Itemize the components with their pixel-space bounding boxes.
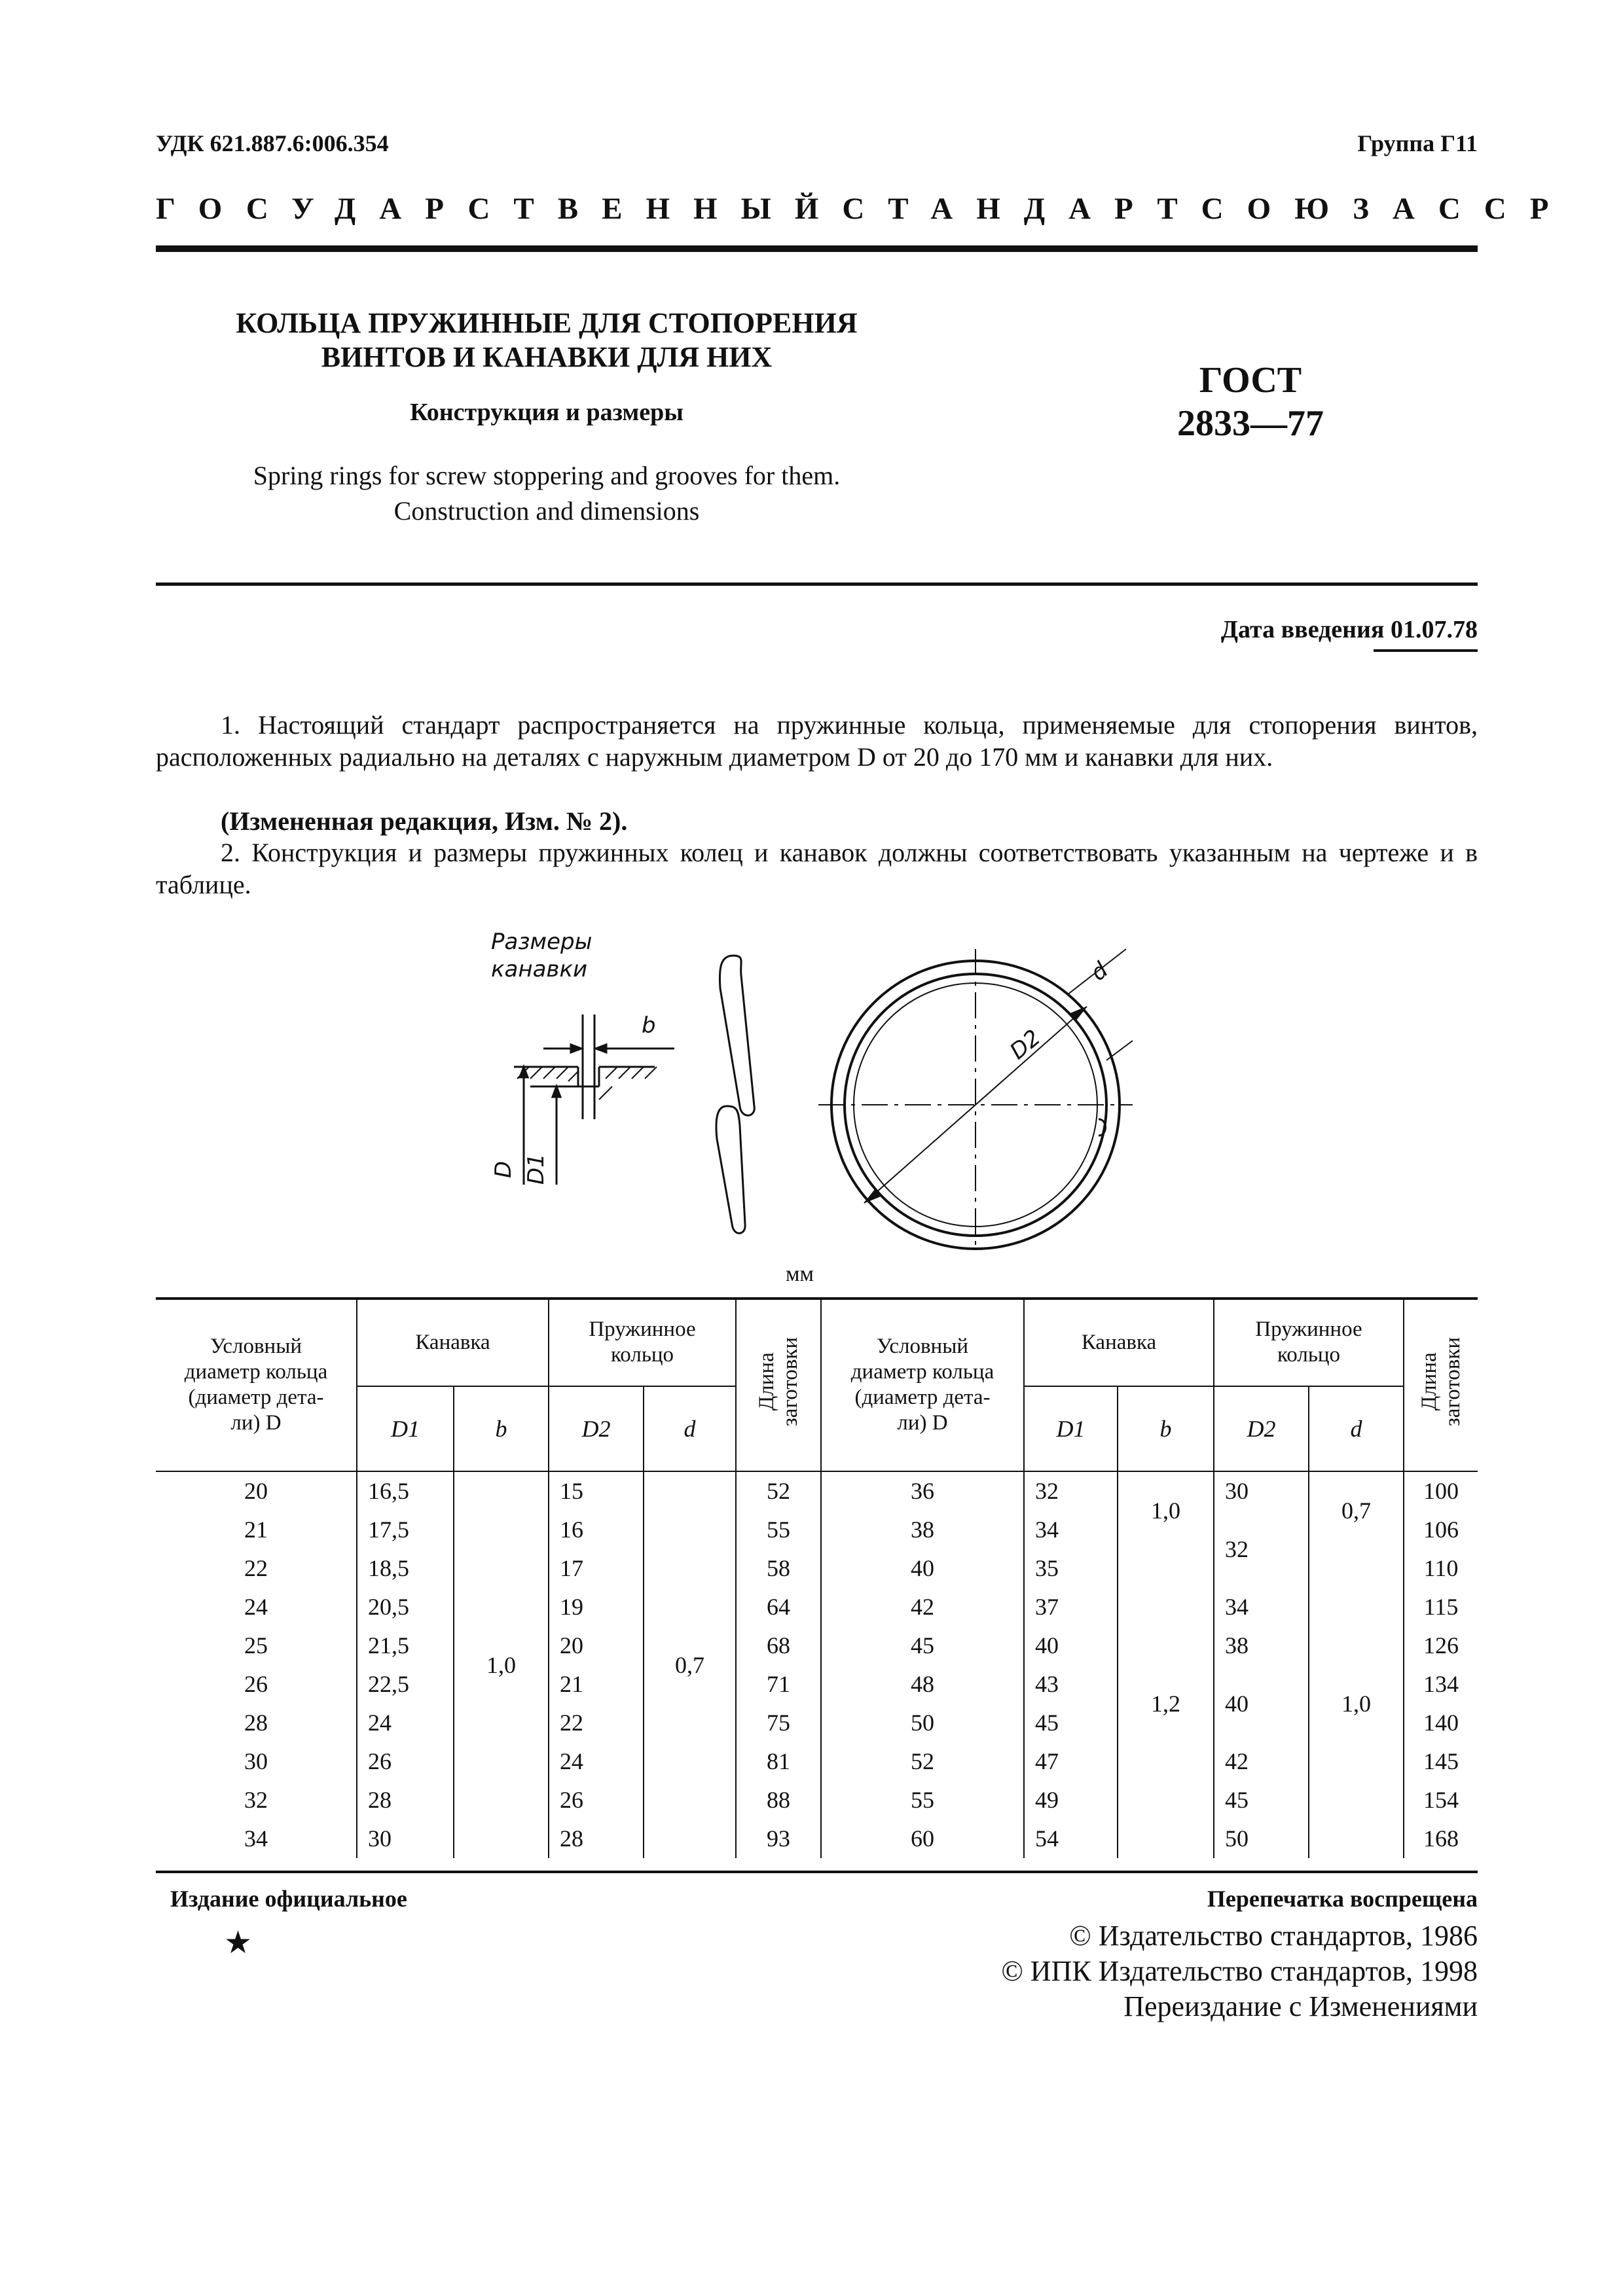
header-d: d — [1309, 1386, 1404, 1471]
table-cell-merged: 0,7 — [644, 1471, 736, 1858]
table-cell-merged: 0,7 — [1309, 1471, 1404, 1549]
paragraph-2 — [156, 836, 1478, 901]
table-cell: 48 — [821, 1665, 1024, 1704]
header-D1: D1 — [357, 1386, 454, 1471]
table-cell: 140 — [1404, 1704, 1478, 1742]
document-title — [164, 306, 930, 374]
groove-label: Размеры — [491, 929, 593, 955]
header-d: d — [644, 1386, 736, 1471]
paragraph-text: 2. Конструкция и размеры пружинных колец и канавок должны соответствовать указанным на чертеже и в таблице. — [156, 838, 1478, 899]
table-cell-merged: 1,2 — [1118, 1549, 1214, 1858]
table-cell: 22,5 — [357, 1665, 454, 1704]
table-cell: 58 — [736, 1549, 821, 1588]
table-cell-merged: 1,0 — [454, 1471, 549, 1858]
table-cell: 21 — [244, 1516, 268, 1543]
groove-label: канавки — [491, 956, 588, 982]
table-cell: 32 — [1024, 1471, 1118, 1511]
title-rule — [156, 583, 1478, 586]
table-row — [156, 1665, 1478, 1704]
table-cell: 15 — [549, 1471, 644, 1511]
table-cell: 64 — [736, 1588, 821, 1626]
dim-D1-label: D1 — [523, 1153, 549, 1185]
table-cell: 34 — [1214, 1588, 1309, 1626]
paragraph-1 — [156, 709, 1478, 773]
reprint-prohibited-label: Перепечатка воспрещена — [1207, 1886, 1478, 1912]
table-cell: 17,5 — [357, 1511, 454, 1549]
table-cell: 20,5 — [357, 1588, 454, 1626]
table-cell: 106 — [1404, 1511, 1478, 1549]
table-row — [156, 1781, 1478, 1820]
table-cell: 17 — [549, 1549, 644, 1588]
table-cell: 42 — [821, 1588, 1024, 1626]
copyright-line: © ИПК Издательство стандартов, 1998 — [1001, 1955, 1478, 1987]
date-label: Дата введения — [1220, 616, 1385, 643]
dim-d-label: d — [1085, 957, 1114, 986]
header-b: b — [1118, 1386, 1214, 1471]
groove-hatching — [517, 1067, 657, 1100]
date-underline — [1374, 649, 1478, 652]
table-cell: 47 — [1024, 1742, 1118, 1781]
banner-word: ГОСУДАРСТВЕННЫЙ — [156, 192, 843, 226]
table-cell: 24 — [244, 1594, 268, 1620]
table-cell: 40 — [821, 1549, 1024, 1588]
table-cell: 30 — [244, 1748, 268, 1774]
gost-label: ГОСТ — [1199, 360, 1302, 401]
table-cell: 45 — [821, 1626, 1024, 1665]
dim-D2-label: D2 — [1005, 1024, 1046, 1065]
table-cell: 16,5 — [357, 1471, 454, 1511]
dim-b-label: b — [642, 1013, 656, 1039]
banner-word: СТАНДАРТ — [842, 192, 1201, 226]
header-blank-length: Длина заготовки — [1404, 1299, 1478, 1471]
table-cell: 21 — [549, 1665, 644, 1704]
table-cell: 22 — [549, 1704, 644, 1742]
table-cell: 26 — [549, 1781, 644, 1820]
amendment-note: (Измененная редакция, Изм. № 2). — [221, 806, 628, 836]
table-bottom-rule — [156, 1871, 1478, 1873]
table-cell: 28 — [357, 1781, 454, 1820]
document-subtitle: Конструкция и размеры — [410, 399, 684, 426]
table-cell: 18,5 — [357, 1549, 454, 1588]
unit-label: мм — [786, 1262, 814, 1286]
table-cell: 38 — [821, 1511, 1024, 1549]
table-cell: 40 — [1024, 1626, 1118, 1665]
table-cell: 54 — [1024, 1820, 1118, 1858]
reissue-note: Переиздание с Изменениями — [1123, 1990, 1478, 2022]
header-nominal-diameter: Условный диаметр кольца (диаметр дета- ли) D — [821, 1299, 1024, 1471]
table-row — [156, 1511, 1478, 1549]
header-blank-length: Длина заготовки — [736, 1299, 821, 1471]
group-code: Группа Г11 — [1357, 130, 1478, 156]
table-cell: 55 — [736, 1511, 821, 1549]
table-cell: 38 — [1214, 1626, 1309, 1665]
header-D2: D2 — [1214, 1386, 1309, 1471]
table-cell: 20 — [244, 1478, 268, 1504]
table-cell-merged: 32 — [1214, 1511, 1309, 1588]
table-cell: 34 — [1024, 1511, 1118, 1549]
table-cell: 88 — [736, 1781, 821, 1820]
ring-front-view — [818, 949, 1133, 1250]
title-line: ВИНТОВ И КАНАВКИ ДЛЯ НИХ — [321, 341, 773, 373]
table-row — [156, 1588, 1478, 1626]
table-cell: 110 — [1404, 1549, 1478, 1588]
banner-word: СОЮЗА — [1201, 192, 1438, 226]
table-cell: 21,5 — [357, 1626, 454, 1665]
table-cell: 49 — [1024, 1781, 1118, 1820]
table-cell: 100 — [1404, 1471, 1478, 1511]
official-edition-label: Издание официальное — [170, 1886, 407, 1912]
udk-code: УДК 621.887.6:006.354 — [156, 130, 389, 156]
table-cell: 37 — [1024, 1588, 1118, 1626]
table-cell: 30 — [1214, 1471, 1309, 1511]
table-cell: 60 — [821, 1820, 1024, 1858]
introduction-date — [1221, 615, 1478, 644]
table-cell: 19 — [549, 1588, 644, 1626]
copyright-line: © Издательство стандартов, 1986 — [1069, 1920, 1478, 1952]
dim-D-label: D — [490, 1160, 517, 1178]
table-row — [156, 1471, 1478, 1511]
table-cell: 93 — [736, 1820, 821, 1858]
table-cell: 154 — [1404, 1781, 1478, 1820]
table-cell-merged: 40 — [1214, 1665, 1309, 1742]
table-cell: 35 — [1024, 1549, 1118, 1588]
english-title — [164, 458, 930, 529]
table-cell: 45 — [1214, 1781, 1309, 1820]
table-cell: 28 — [549, 1820, 644, 1858]
header-groove: Канавка — [1024, 1299, 1214, 1386]
table-cell: 26 — [357, 1742, 454, 1781]
table-cell: 30 — [357, 1820, 454, 1858]
table-cell: 126 — [1404, 1626, 1478, 1665]
banner-word: ССР — [1438, 192, 1573, 226]
header-spring-ring: Пружинное кольцо — [549, 1299, 736, 1386]
table-cell: 50 — [1214, 1820, 1309, 1858]
table-cell: 36 — [821, 1471, 1024, 1511]
table-cell: 24 — [549, 1742, 644, 1781]
table-cell: 20 — [549, 1626, 644, 1665]
header-b: b — [454, 1386, 549, 1471]
table-cell: 24 — [357, 1704, 454, 1742]
table-cell: 25 — [244, 1632, 268, 1659]
dimensions-table — [156, 1299, 1478, 1858]
header-groove: Канавка — [357, 1299, 549, 1386]
table-cell: 28 — [244, 1710, 268, 1736]
gost-designation — [1126, 359, 1375, 445]
table-cell: 55 — [821, 1781, 1024, 1820]
gost-number: 2833—77 — [1177, 403, 1324, 444]
table-cell: 52 — [821, 1742, 1024, 1781]
table-row — [156, 1820, 1478, 1858]
ring-drawing — [458, 910, 1152, 1250]
table-cell: 26 — [244, 1671, 268, 1697]
table-row — [156, 1742, 1478, 1781]
date-value: 01.07.78 — [1391, 616, 1478, 643]
header-spring-ring: Пружинное кольцо — [1214, 1299, 1404, 1386]
state-standard-banner — [156, 191, 1573, 226]
table-row — [156, 1626, 1478, 1665]
table-cell-merged: 1,0 — [1118, 1471, 1214, 1549]
table-cell: 32 — [244, 1787, 268, 1813]
star-icon: ★ — [224, 1926, 253, 1960]
table-cell: 145 — [1404, 1742, 1478, 1781]
table-cell: 75 — [736, 1704, 821, 1742]
table-cell: 52 — [736, 1471, 821, 1511]
header-D2: D2 — [549, 1386, 644, 1471]
title-line: КОЛЬЦА ПРУЖИННЫЕ ДЛЯ СТОПОРЕНИЯ — [236, 307, 858, 339]
table-cell: 22 — [244, 1555, 268, 1581]
header-D1: D1 — [1024, 1386, 1118, 1471]
table-cell: 45 — [1024, 1704, 1118, 1742]
table-cell: 42 — [1214, 1742, 1309, 1781]
table-cell-merged: 1,0 — [1309, 1549, 1404, 1858]
table-cell: 50 — [821, 1704, 1024, 1742]
table-cell: 43 — [1024, 1665, 1118, 1704]
header-rule — [156, 245, 1478, 252]
english-title-line: Construction and dimensions — [393, 496, 700, 526]
english-title-line: Spring rings for screw stoppering and grooves for them. — [253, 461, 841, 490]
paragraph-text: 1. Настоящий стандарт распространяется на пружинные кольца, применяемые для стопорения винтов, расположенных радиально на деталях с наружным диаметром D от 20 до 170 мм и канавки для них. — [156, 710, 1478, 772]
header-nominal-diameter: Условный диаметр кольца (диаметр дета- ли) D — [156, 1299, 357, 1471]
table-cell: 115 — [1404, 1588, 1478, 1626]
table-cell: 16 — [549, 1511, 644, 1549]
table-cell: 134 — [1404, 1665, 1478, 1704]
table-cell: 71 — [736, 1665, 821, 1704]
table-cell: 68 — [736, 1626, 821, 1665]
table-cell: 168 — [1404, 1820, 1478, 1858]
table-cell: 81 — [736, 1742, 821, 1781]
ring-side-view — [716, 956, 754, 1233]
table-cell: 34 — [244, 1825, 268, 1852]
